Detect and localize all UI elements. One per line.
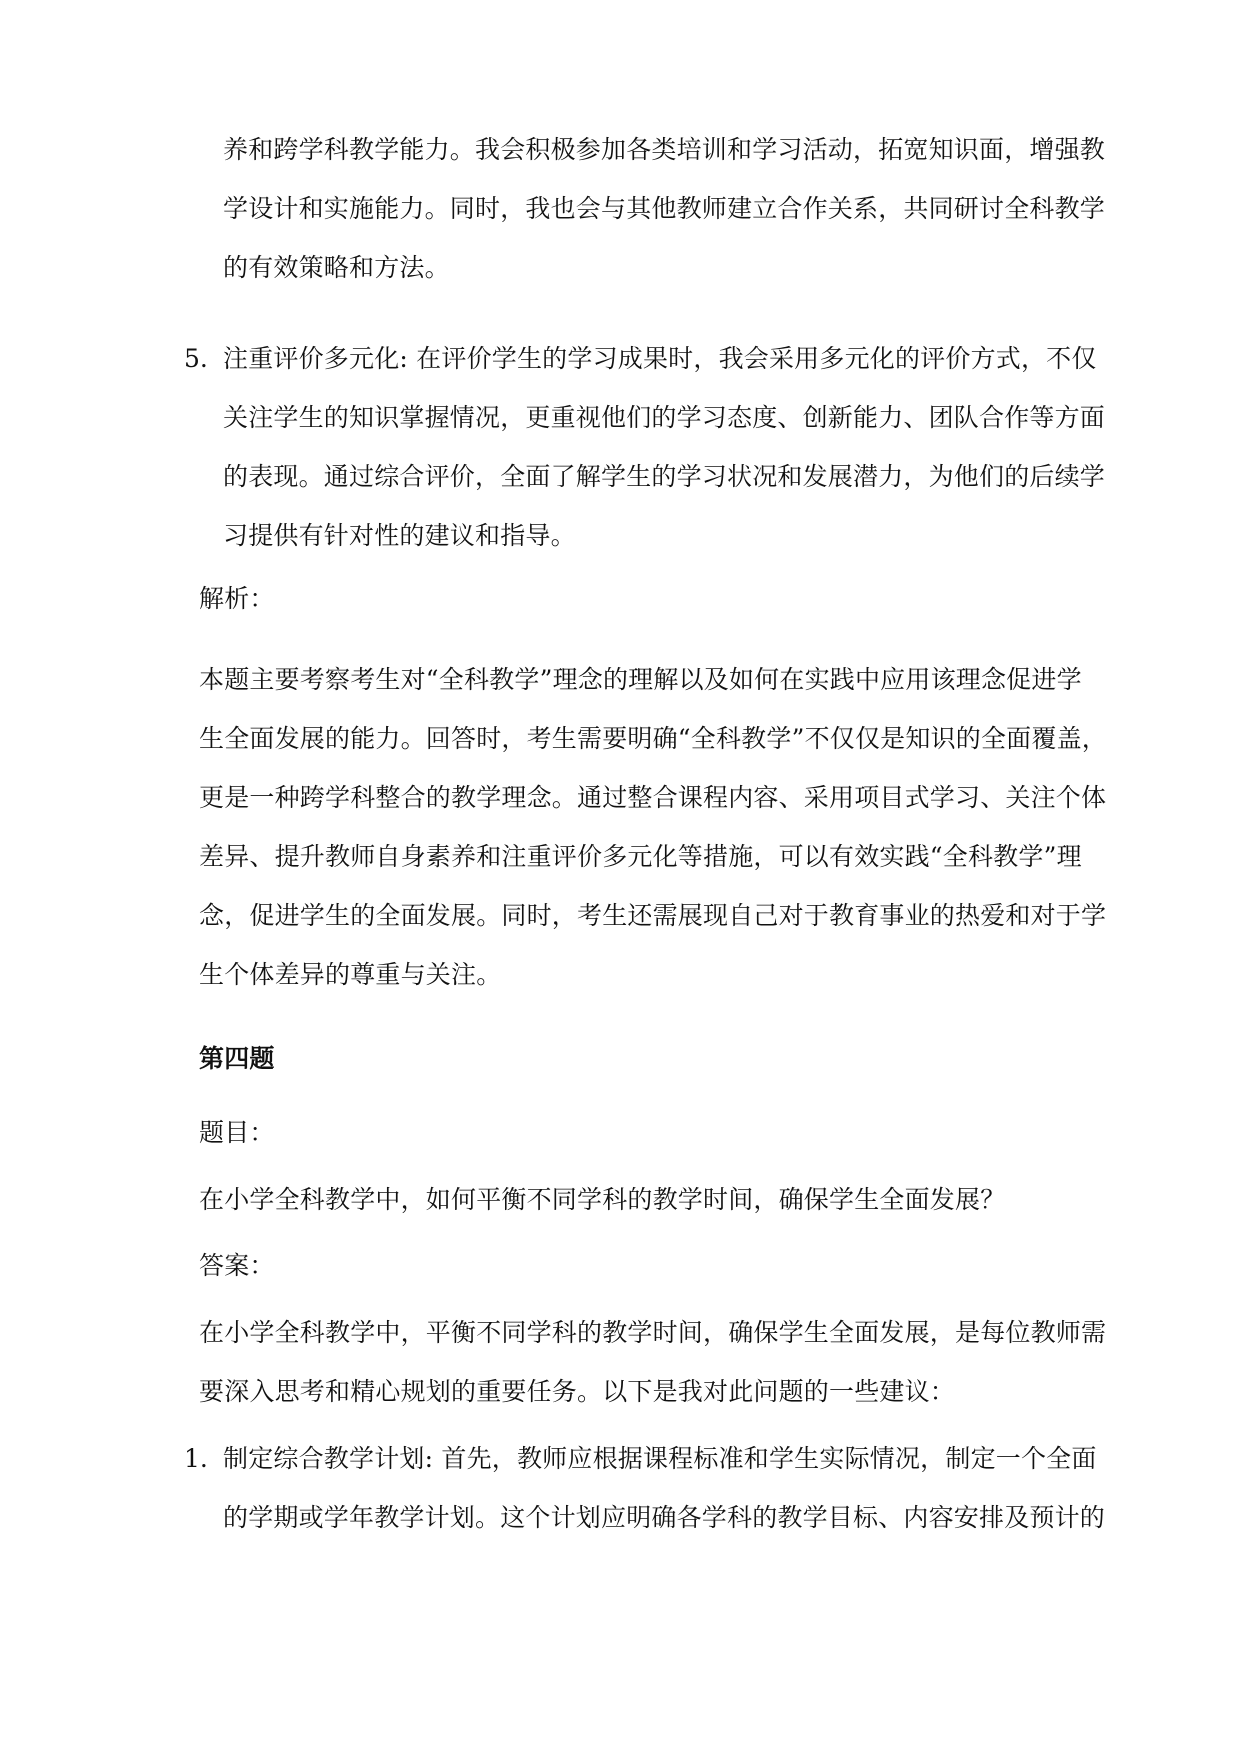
analysis-line-5: 念，促进学生的全面发展。同时，考生还需展现自己对于教育事业的热爱和对于学 — [199, 901, 1107, 930]
answer-label: 答案： — [199, 1251, 275, 1280]
answer-item1-number: 1. — [184, 1444, 208, 1473]
answer-intro-line-1: 在小学全科教学中，平衡不同学科的教学时间，确保学生全面发展，是每位教师需 — [199, 1318, 1107, 1347]
analysis-line-6: 生个体差异的尊重与关注。 — [199, 960, 502, 989]
answer-item1-line-2: 的学期或学年教学计划。这个计划应明确各学科的教学目标、内容安排及预计的 — [223, 1503, 1106, 1532]
section-heading: 第四题 — [199, 1044, 275, 1073]
item4-line-3: 的有效策略和方法。 — [223, 253, 450, 282]
question-text: 在小学全科教学中，如何平衡不同学科的教学时间，确保学生全面发展？ — [199, 1185, 1006, 1214]
answer-intro-line-2: 要深入思考和精心规划的重要任务。以下是我对此问题的一些建议： — [199, 1377, 956, 1406]
item4-line-2: 学设计和实施能力。同时，我也会与其他教师建立合作关系，共同研讨全科教学 — [223, 194, 1106, 223]
item4-line-1: 养和跨学科教学能力。我会积极参加各类培训和学习活动，拓宽知识面，增强教 — [223, 135, 1106, 164]
item5-line-1: 注重评价多元化: 在评价学生的学习成果时，我会采用多元化的评价方式，不仅 — [223, 344, 1097, 373]
item5-line-2: 关注学生的知识掌握情况，更重视他们的学习态度、创新能力、团队合作等方面 — [223, 403, 1106, 432]
analysis-line-3: 更是一种跨学科整合的教学理念。通过整合课程内容、采用项目式学习、关注个体 — [199, 783, 1107, 812]
analysis-line-2: 生全面发展的能力。回答时，考生需要明确“全科教学”不仅仅是知识的全面覆盖， — [199, 724, 1107, 753]
question-label: 题目： — [199, 1118, 275, 1147]
item5-number: 5. — [184, 344, 208, 373]
analysis-line-4: 差异、提升教师自身素养和注重评价多元化等措施，可以有效实践“全科教学”理 — [199, 842, 1082, 871]
analysis-line-1: 本题主要考察考生对“全科教学”理念的理解以及如何在实践中应用该理念促进学 — [199, 665, 1082, 694]
item5-line-3: 的表现。通过综合评价，全面了解学生的学习状况和发展潜力，为他们的后续学 — [223, 462, 1106, 491]
answer-item1-line-1: 制定综合教学计划: 首先，教师应根据课程标准和学生实际情况，制定一个全面 — [223, 1444, 1097, 1473]
item5-line-4: 习提供有针对性的建议和指导。 — [223, 521, 576, 550]
analysis-label: 解析： — [199, 584, 275, 613]
